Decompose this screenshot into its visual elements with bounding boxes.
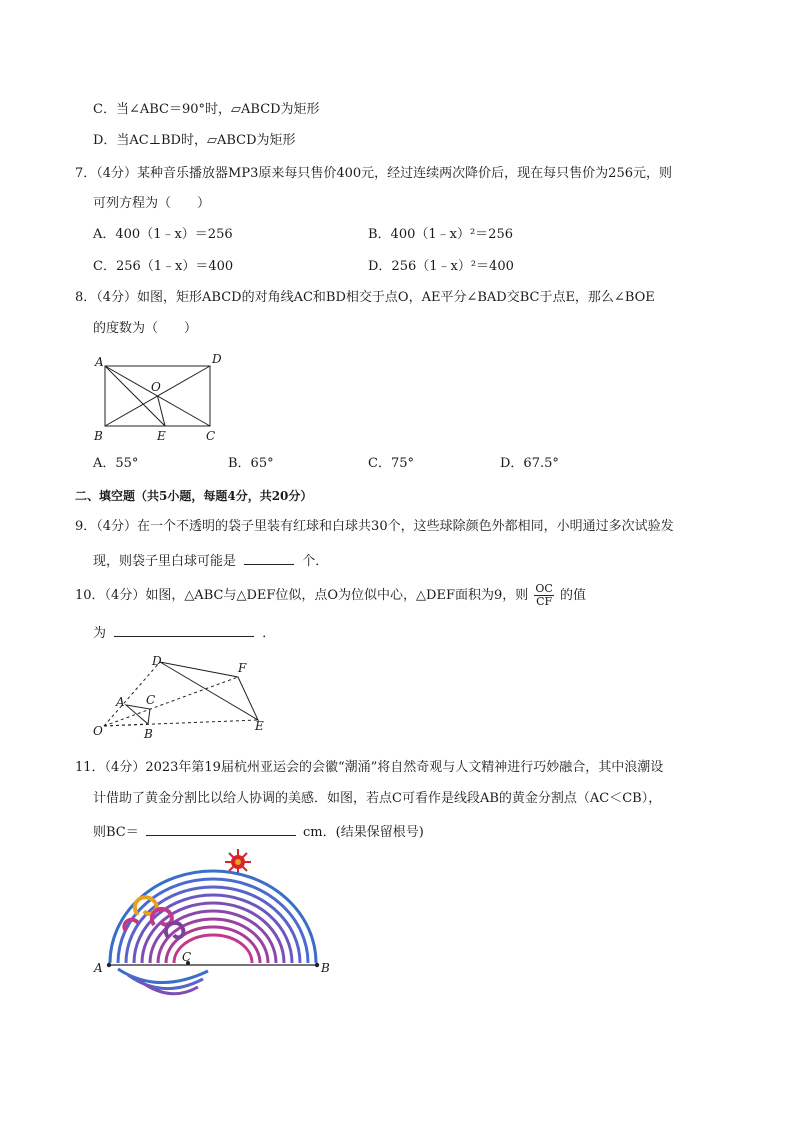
q8-option-b: B．65° bbox=[228, 456, 274, 471]
q11-answer-blank[interactable] bbox=[146, 821, 296, 836]
q7-stem-line2: 可列方程为（ ） bbox=[93, 196, 211, 211]
q11-stem-line1: 11．（4分）2023年第19届杭州亚运会的会徽“潮涌”将自然奇观与人文精神进行巧妙融合，其中浪潮设 bbox=[75, 760, 664, 775]
segment-oe bbox=[158, 396, 166, 426]
q9-stem-line1: 9．（4分）在一个不透明的袋子里装有红球和白球共30个，这些球除颜色外都相同，小明通过多次试验发 bbox=[75, 519, 674, 534]
q6-option-d: D．当AC⊥BD时，▱ABCD为矩形 bbox=[93, 133, 296, 148]
point-b bbox=[315, 963, 319, 967]
q7-option-a: A．400（1﹣x）＝256 bbox=[93, 227, 233, 242]
q7-stem-line1: 7．（4分）某种音乐播放器MP3原来每只售价400元，经过连续两次降价后，现在每只售价为256元，则 bbox=[75, 166, 672, 181]
triangle-abc bbox=[126, 705, 150, 724]
q9-answer-blank[interactable] bbox=[244, 550, 294, 565]
q8-rectangle-figure bbox=[90, 348, 230, 446]
q8-option-a: A．55° bbox=[93, 456, 139, 471]
q10-stem-text: 10．（4分）如图，△ABC与△DEF位似，点O为位似中心，△DEF面积为9，则 bbox=[75, 588, 529, 603]
q9-stem-line2 bbox=[93, 550, 328, 571]
q8-stem-line2: 的度数为（ ） bbox=[93, 321, 198, 336]
q10-stem-line2 bbox=[93, 622, 275, 643]
label-e: E bbox=[255, 719, 264, 733]
dash-oe bbox=[104, 720, 258, 726]
label-c: C bbox=[206, 429, 216, 443]
q10-stem-end: 的值 bbox=[559, 588, 586, 603]
label-f: F bbox=[238, 661, 247, 675]
q8-option-d: D．67.5° bbox=[500, 456, 559, 471]
q11-stem-line2: 计借助了黄金分割比以给人协调的美感．如图，若点C可看作是线段AB的黄金分割点（AC＜CB）， bbox=[93, 791, 662, 806]
q8-option-c: C．75° bbox=[368, 456, 414, 471]
q7-option-b: B．400（1﹣x）²＝256 bbox=[368, 227, 513, 242]
label-c: C bbox=[146, 693, 156, 707]
fraction-numerator: OC bbox=[535, 582, 553, 595]
segment-ae bbox=[105, 366, 165, 426]
q6-option-c: C．当∠ABC＝90°时，▱ABCD为矩形 bbox=[93, 102, 320, 117]
q10-fraction bbox=[534, 583, 553, 608]
section-heading: 二、填空题（共5小题，每题4分，共20分） bbox=[75, 489, 313, 503]
q8-stem-line1: 8．（4分）如图，矩形ABCD的对角线AC和BD相交于点O，AE平分∠BAD交BC于点E，那么∠BOE bbox=[75, 290, 655, 305]
label-d: D bbox=[212, 352, 222, 366]
q11-stem-text: 则BC＝ bbox=[93, 825, 139, 840]
label-b: B bbox=[321, 961, 330, 975]
q10-stem-end2: ． bbox=[262, 626, 276, 641]
q11-stem-line3 bbox=[93, 821, 424, 842]
q11-stem-end: cm．(结果保留根号) bbox=[303, 825, 424, 840]
label-o: O bbox=[93, 724, 103, 738]
q7-option-c: C．256（1﹣x）＝400 bbox=[93, 259, 234, 274]
wave-arcs bbox=[110, 871, 316, 963]
label-a: A bbox=[95, 355, 104, 369]
lower-waves bbox=[118, 969, 208, 994]
q9-stem-text: 现，则袋子里白球可能是 bbox=[93, 554, 237, 569]
asian-games-emblem-figure bbox=[88, 845, 348, 1005]
label-o: O bbox=[151, 380, 161, 394]
q7-option-d: D．256（1﹣x）²＝400 bbox=[368, 259, 514, 274]
label-b: B bbox=[144, 727, 153, 741]
q10-stem-line1 bbox=[75, 583, 586, 608]
q10-stem-text2: 为 bbox=[93, 626, 107, 641]
label-e: E bbox=[157, 429, 166, 443]
label-b: B bbox=[94, 429, 103, 443]
q9-stem-end: 个． bbox=[302, 554, 329, 569]
label-a: A bbox=[116, 695, 125, 709]
point-a bbox=[107, 963, 111, 967]
q10-answer-blank[interactable] bbox=[114, 622, 254, 637]
label-a: A bbox=[94, 961, 103, 975]
label-d: D bbox=[152, 654, 162, 668]
fraction-denominator: CF bbox=[536, 595, 553, 608]
q10-similar-triangles-figure bbox=[88, 652, 278, 744]
label-c: C bbox=[182, 950, 192, 964]
